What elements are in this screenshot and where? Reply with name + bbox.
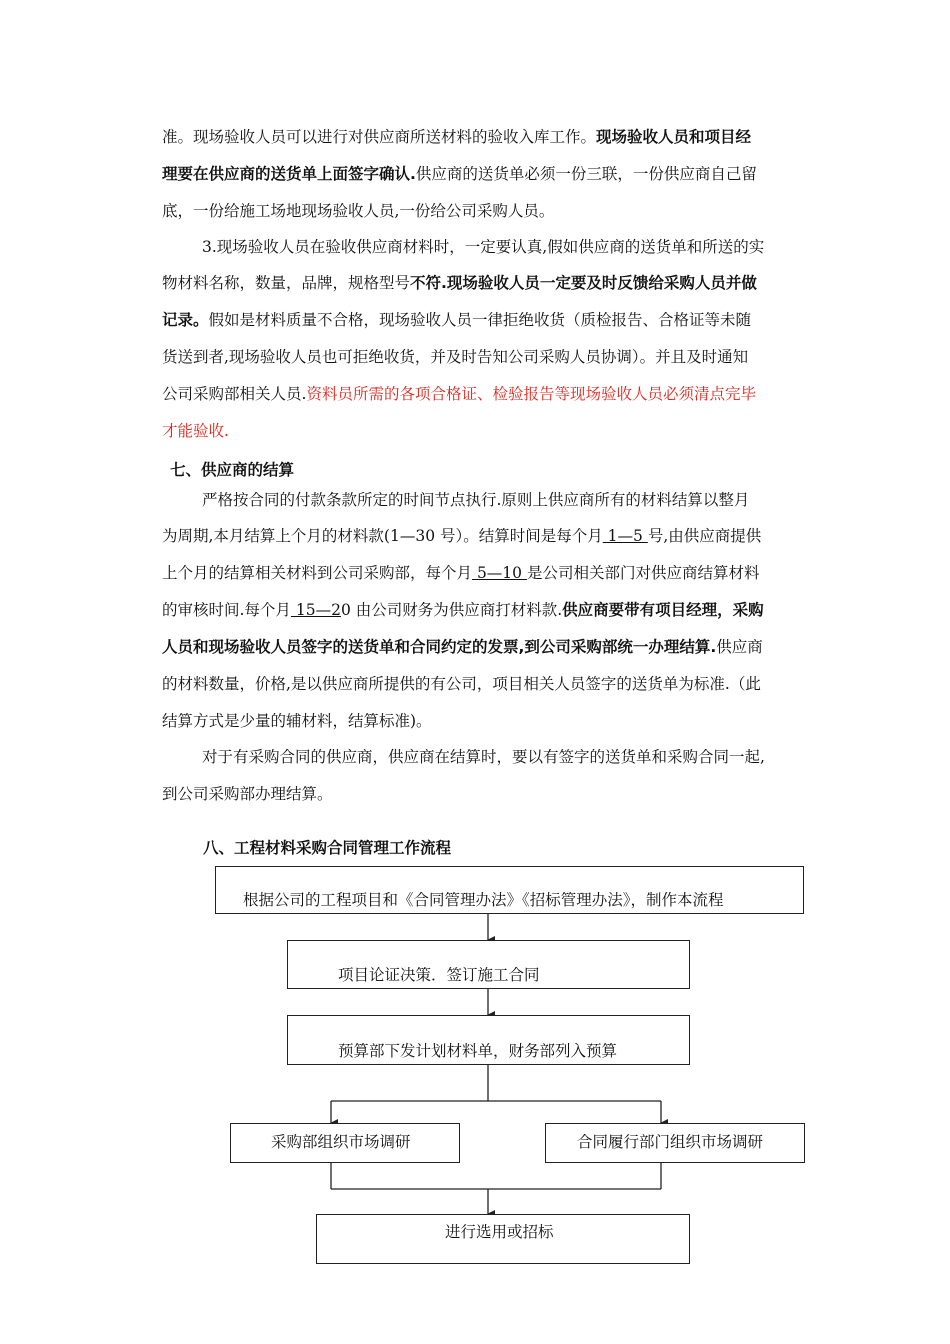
paragraph-line: 理要在供应商的送货单上面签字确认.供应商的送货单必须一份三联，一份供应商自己留 [162, 165, 757, 183]
paragraph-line: 才能验收. [162, 422, 229, 440]
paragraph-line: 上个月的结算相关材料到公司采购部，每个月 5—10 是公司相关部门对供应商结算材料 [162, 564, 760, 582]
paragraph-line: 到公司采购部办理结算。 [162, 785, 333, 803]
bold-text: 供应商要带有项目经理，采购 [562, 601, 764, 619]
paragraph-line: 准。现场验收人员可以进行对供应商所送材料的验收入库工作。现场验收人员和项目经 [162, 128, 752, 146]
paragraph-line: 货送到者,现场验收人员也可拒绝收货，并及时告知公司采购人员协调）。并且及时通知 [162, 348, 749, 366]
paragraph-line: 3.现场验收人员在验收供应商材料时，一定要认真,假如供应商的送货单和所送的实 [202, 238, 765, 256]
paragraph-line: 的审核时间.每个月 15—20 由公司财务为供应商打材料款.供应商要带有项目经理，采购 [162, 601, 764, 619]
paragraph-line: 为周期,本月结算上个月的材料款(1—30 号）。结算时间是每个月 1—5 号,由供应商提供 [162, 527, 762, 545]
flow-step-2: 项目论证决策．签订施工合同 [287, 940, 690, 989]
bold-text: 理要在供应商的送货单上面签字确认. [162, 165, 416, 183]
flow-step-5: 进行选用或招标 [316, 1214, 690, 1264]
underlined-text: 1—5 [602, 527, 648, 545]
underlined-text: 5—10 [472, 564, 527, 582]
section-heading: 八、工程材料采购合同管理工作流程 [203, 839, 452, 857]
paragraph-line: 物材料名称，数量，品牌，规格型号不符.现场验收人员一定要及时反馈给采购人员并做 [162, 274, 757, 292]
bold-text: 记录。 [162, 311, 209, 329]
section-heading: 七、供应商的结算 [170, 461, 295, 479]
underlined-text: 15—2 [290, 601, 341, 619]
paragraph-line: 结算方式是少量的辅材料，结算标准)。 [162, 712, 432, 730]
paragraph-line: 底，一份给施工场地现场验收人员,一份给公司采购人员。 [162, 202, 555, 220]
bold-text: 不符.现场验收人员一定要及时反馈给采购人员并做 [410, 274, 757, 292]
bold-text: 现场验收人员和项目经 [596, 128, 752, 146]
paragraph-line: 的材料数量，价格,是以供应商所提供的有公司，项目相关人员签字的送货单为标准.（此 [162, 675, 761, 693]
flow-step-4-right: 合同履行部门组织市场调研 [545, 1123, 805, 1163]
flow-step-1: 根据公司的工程项目和《合同管理办法》《招标管理办法》，制作本流程 [215, 866, 804, 914]
paragraph-line: 严格按合同的付款条款所定的时间节点执行.原则上供应商所有的材料结算以整月 [202, 491, 750, 509]
red-text: 资料员所需的各项合格证、检验报告等现场验收人员必须清点完毕 [306, 385, 756, 403]
flow-step-3: 预算部下发计划材料单，财务部列入预算 [287, 1015, 690, 1065]
flow-step-4-left: 采购部组织市场调研 [230, 1123, 460, 1163]
paragraph-line: 对于有采购合同的供应商，供应商在结算时，要以有签字的送货单和采购合同一起, [202, 748, 765, 766]
paragraph-line: 人员和现场验收人员签字的送货单和合同约定的发票,到公司采购部统一办理结算.供应商 [162, 638, 763, 656]
paragraph-line: 公司采购部相关人员.资料员所需的各项合格证、检验报告等现场验收人员必须清点完毕 [162, 385, 756, 403]
bold-text: 人员和现场验收人员签字的送货单和合同约定的发票,到公司采购部统一办理结算. [162, 638, 717, 656]
paragraph-line: 记录。假如是材料质量不合格，现场验收人员一律拒绝收货（质检报告、合格证等未随 [162, 311, 752, 329]
